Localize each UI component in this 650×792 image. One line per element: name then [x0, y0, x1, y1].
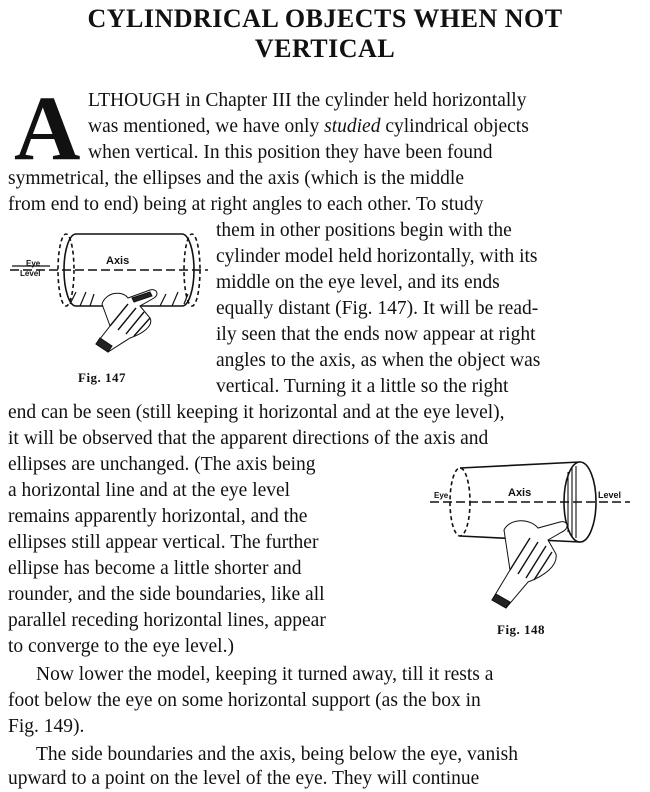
text-line: cylinder model held horizontally, with its: [216, 246, 538, 267]
chapter-title-line-2: VERTICAL: [254, 34, 396, 63]
text-line: to converge to the eye level.): [8, 636, 234, 657]
fig148-axis-label: Axis: [508, 487, 532, 499]
text-line: ellipse has become a little shorter and: [8, 558, 302, 579]
text-span: cylindrical objects: [380, 116, 529, 137]
text-line: equally distant (Fig. 147). It will be read-: [216, 298, 539, 319]
fig147-level-label: Level: [20, 269, 41, 278]
text-line: vertical. Turning it a little so the right: [216, 376, 509, 397]
text-line: rounder, and the side boundaries, like all: [8, 584, 325, 605]
text-line: Fig. 149).: [8, 716, 85, 737]
text-line: Now lower the model, keeping it turned away, till it rests a: [36, 664, 494, 685]
text-line: foot below the eye on some horizontal support (as the box in: [8, 690, 481, 711]
drop-cap: A: [14, 77, 81, 179]
text-line: when vertical. In this position they have been found: [88, 142, 493, 163]
text-line: symmetrical, the ellipses and the axis (which is the middle: [8, 168, 464, 189]
hand-drawing: [96, 290, 157, 352]
figure-148-cylinder-illustration: [430, 458, 640, 618]
fig147-caption: Fig. 147: [78, 370, 127, 385]
fig147-axis-label: Axis: [106, 255, 130, 267]
text-line: ily seen that the ends now appear at right: [216, 324, 536, 345]
emphasized-word: studied: [324, 116, 381, 137]
text-line: it will be observed that the apparent directions of the axis and: [8, 428, 489, 449]
text-line: middle on the eye level, and its ends: [216, 272, 500, 293]
text-line: LTHOUGH in Chapter III the cylinder held horizontally: [88, 90, 527, 111]
fig147-eye-label: Eye: [26, 259, 41, 268]
text-line: ellipses are unchanged. (The axis being: [8, 454, 316, 475]
text-line: a horizontal line and at the eye level: [8, 480, 291, 501]
text-line: [88, 114, 529, 140]
hand-drawing: [492, 521, 567, 608]
fig148-caption: Fig. 148: [497, 622, 546, 637]
figure-147-cylinder-illustration: [10, 226, 210, 356]
text-line: angles to the axis, as when the object was: [216, 350, 541, 371]
fig148-level-label: Level: [598, 490, 622, 500]
text-line: end can be seen (still keeping it horizontal and at the eye level),: [8, 402, 505, 423]
text-line: The side boundaries and the axis, being below the eye, vanish: [36, 744, 518, 765]
text-line: parallel receding horizontal lines, appear: [8, 610, 326, 631]
text-line: ellipses still appear vertical. The further: [8, 532, 319, 553]
chapter-title-line-1: CYLINDRICAL OBJECTS WHEN NOT: [87, 4, 563, 33]
text-line: them in other positions begin with the: [216, 220, 512, 241]
text-line: upward to a point on the level of the eye. They will continue: [8, 768, 480, 789]
text-span: was mentioned, we have only: [88, 116, 325, 137]
text-line: remains apparently horizontal, and the: [8, 506, 308, 527]
fig148-eye-label: Eye: [434, 491, 449, 500]
text-line: from end to end) being at right angles to each other. To study: [8, 194, 484, 215]
